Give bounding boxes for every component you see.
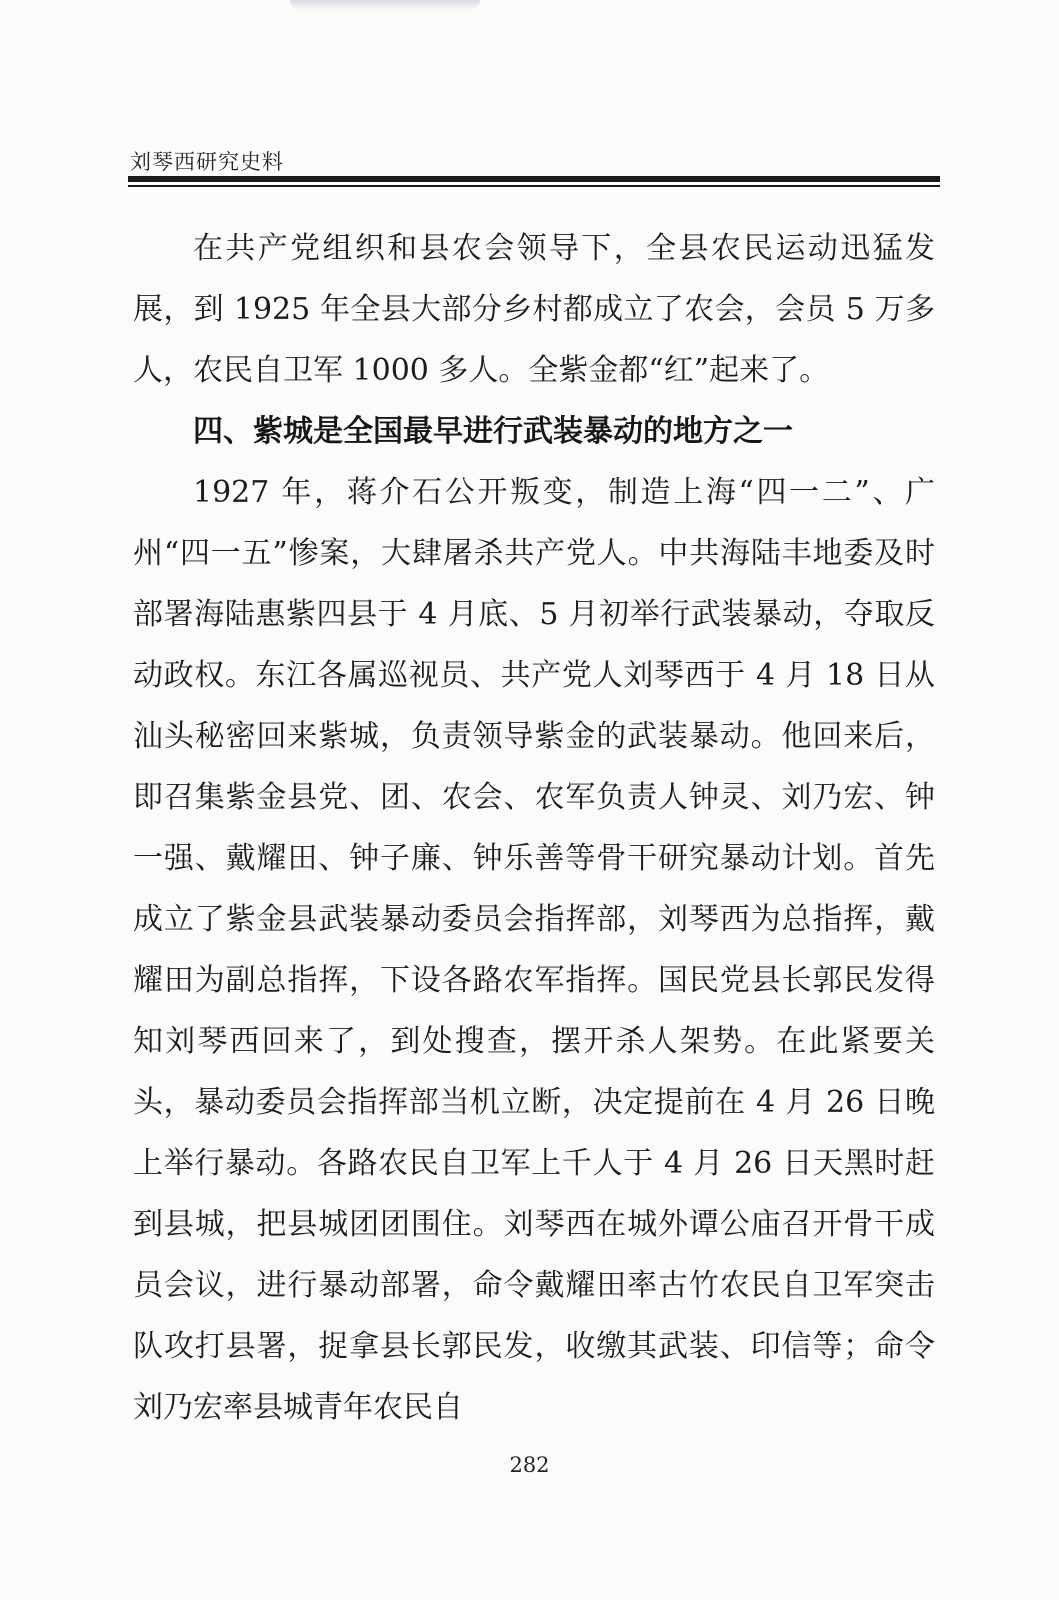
- header-rule-thick: [128, 176, 940, 182]
- page-number: 282: [509, 1453, 550, 1477]
- section-heading: 四、紫城是全国最早进行武装暴动的地方之一: [193, 414, 793, 449]
- page-body: [133, 218, 935, 1438]
- scan-smudge: [290, 0, 480, 10]
- header-rule-thin: [128, 185, 940, 187]
- paragraph-peasant-movement: 在共产党组织和县农会领导下，全县农民运动迅猛发展，到 1925 年全县大部分乡村都成立了农会，会员 5 万多人，农民自卫军 1000 多人。全紫金都“红”起来了。: [133, 231, 935, 388]
- paragraph-armed-uprising: 1927 年，蒋介石公开叛变，制造上海“四一二”、广州“四一五”惨案，大肆屠杀共产党人。中共海陆丰地委及时部署海陆惠紫四县于 4 月底、5 月初举行武装暴动，夺取反动政权。东江各属巡视员、共产党人刘琴西于 4 月 18 日从汕头秘密回来紫城，负责领导紫金的武装暴动。他回来后，即召集紫金县党、团、农会、农军负责人钟灵、刘乃宏、钟一强、戴耀田、钟子廉、钟乐善等骨干研究暴动计划。首先成立了紫金县武装暴动委员会指挥部，刘琴西为总指挥，戴耀田为副总指挥，下设各路农军指挥。国民党县长郭民发得知刘琴西回来了，到处搜查，摆开杀人架势。在此紧要关头，暴动委员会指挥部当机立断，决定提前在 4 月 26 日晚上举行暴动。各路农民自卫军上千人于 4 月 26 日天黑时赶到县城，把县城团团围住。刘琴西在城外谭公庙召开骨干成员会议，进行暴动部署，命令戴耀田率古竹农民自卫军突击队攻打县署，捉拿县长郭民发，收缴其武装、印信等；命令刘乃宏率县城青年农民自: [133, 475, 935, 1425]
- running-header: 刘琴西研究史料: [130, 150, 284, 174]
